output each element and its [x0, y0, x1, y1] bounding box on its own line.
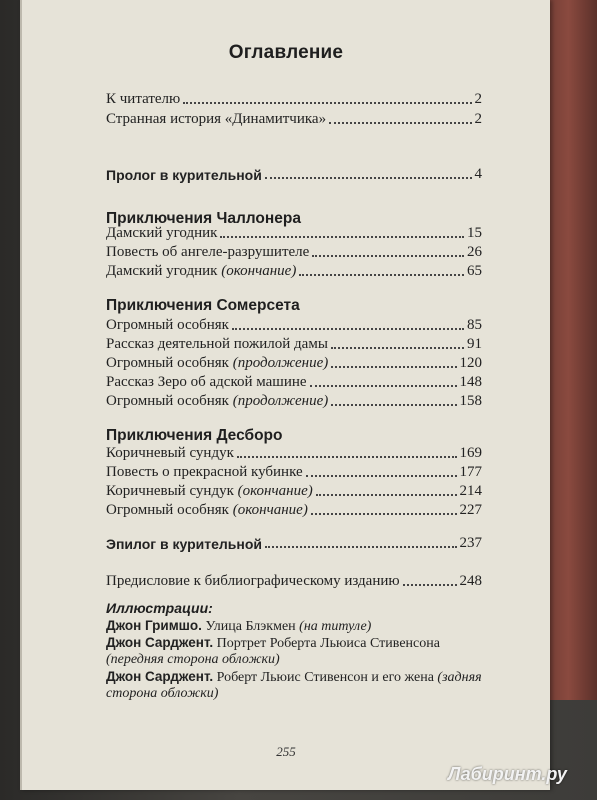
- page-number: 255: [276, 744, 296, 759]
- toc-entry: [106, 352, 482, 372]
- leader-dots: [312, 255, 464, 257]
- page-title: Оглавление: [228, 42, 344, 63]
- illustration-credit: [106, 634, 496, 652]
- entry-page: 227: [459, 502, 482, 518]
- leader-dots: [306, 475, 457, 477]
- illustration-note: (на титуле): [299, 619, 372, 634]
- entry-label: [106, 263, 296, 280]
- entry-page: 120: [459, 355, 482, 371]
- illustration-note: (задняя: [437, 670, 482, 685]
- leader-dots: [331, 366, 456, 368]
- toc-entry: [106, 314, 482, 334]
- entry-title: Дамский угодник: [106, 263, 218, 279]
- entry-label: К читателю: [106, 91, 181, 107]
- toc-entry: [106, 333, 482, 353]
- entry-page: 158: [459, 393, 482, 409]
- toc-entry: [106, 499, 482, 519]
- toc-entry: [106, 88, 482, 108]
- entry-label: Предисловие к библиографическому изданию: [106, 573, 400, 589]
- toc-entry: [106, 390, 482, 410]
- entry-label: Огромный особняк: [106, 317, 229, 333]
- leader-dots: [299, 274, 464, 276]
- toc-entry-prologue: [106, 163, 482, 183]
- entry-label: Повесть о прекрасной кубинке: [106, 464, 303, 480]
- toc-entry-preface: [106, 570, 482, 590]
- toc-entry: [106, 241, 482, 261]
- entry-note: (продолжение): [232, 355, 329, 371]
- entry-page: 169: [459, 445, 482, 461]
- entry-title: Огромный особняк: [106, 502, 229, 518]
- entry-label: Дамский угодник: [106, 225, 218, 241]
- entry-page: 91: [467, 336, 482, 352]
- toc-entry-epilogue: [106, 532, 482, 552]
- entry-label: Рассказ Зеро об адской машине: [106, 374, 307, 390]
- leader-dots: [232, 328, 464, 330]
- entry-page: 214: [459, 483, 482, 499]
- leader-dots: [329, 122, 471, 124]
- entry-label: Эпилог в курительной: [106, 536, 263, 552]
- entry-note: (окончание): [237, 483, 313, 499]
- illustration-credit: [106, 617, 496, 635]
- illustrations-heading: Иллюстрации:: [106, 600, 213, 616]
- leader-dots: [183, 102, 471, 104]
- section-heading: Приключения Сомерсета: [106, 297, 300, 314]
- entry-label: [106, 393, 328, 410]
- section-heading: Приключения Десборо: [106, 427, 283, 444]
- toc-entry: [106, 222, 482, 242]
- section-heading: Приключения Чаллонера: [106, 210, 301, 227]
- entry-page: 148: [459, 374, 482, 390]
- illustration-title: Улица Блэкмен: [201, 619, 300, 634]
- illustration-author: Джон Сарджент.: [106, 635, 214, 650]
- leader-dots: [331, 347, 464, 349]
- entry-page: 85: [467, 317, 482, 333]
- leader-dots: [310, 385, 457, 387]
- entry-page: 237: [459, 535, 482, 551]
- leader-dots: [237, 456, 457, 458]
- book-page: [20, 0, 550, 790]
- toc-entry: [106, 371, 482, 391]
- entry-label: Повесть об ангеле-разрушителе: [106, 244, 310, 260]
- leader-dots: [403, 584, 457, 586]
- entry-label: [106, 502, 308, 519]
- entry-label: Пролог в курительной: [106, 167, 262, 183]
- entry-page: 26: [467, 244, 482, 260]
- leader-dots: [331, 404, 456, 406]
- entry-label: Странная история «Динамитчика»: [106, 111, 327, 127]
- leader-dots: [311, 513, 457, 515]
- leader-dots: [265, 177, 472, 179]
- toc-entry: [106, 108, 482, 128]
- illustration-title: Роберт Льюис Стивенсон и его жена: [213, 670, 438, 685]
- illustration-note: (передняя сторона обложки): [106, 652, 280, 667]
- entry-title: Огромный особняк: [106, 393, 229, 409]
- entry-label: [106, 483, 313, 500]
- toc-entry: [106, 260, 482, 280]
- watermark-logo: Лабиринт.ру: [448, 764, 567, 784]
- entry-label: Коричневый сундук: [106, 445, 234, 461]
- illustration-note: сторона обложки): [106, 686, 219, 701]
- entry-page: 177: [459, 464, 482, 480]
- entry-page: 248: [459, 573, 482, 589]
- entry-page: 15: [467, 225, 482, 241]
- entry-note: (продолжение): [232, 393, 329, 409]
- illustration-author: Джон Сарджент.: [106, 669, 214, 684]
- entry-page: 2: [474, 111, 482, 127]
- toc-entry: [106, 461, 482, 481]
- entry-note: (окончание): [221, 263, 297, 279]
- illustration-note-line: [106, 685, 496, 702]
- illustration-credit: [106, 668, 496, 686]
- entry-title: Огромный особняк: [106, 355, 229, 371]
- entry-page: 4: [474, 166, 482, 182]
- entry-label: [106, 355, 328, 372]
- entry-page: 2: [474, 91, 482, 107]
- entry-label: Рассказ деятельной пожилой дамы: [106, 336, 328, 352]
- toc-entry: [106, 442, 482, 462]
- illustration-author: Джон Гримшо.: [106, 618, 202, 633]
- illustration-title: Портрет Роберта Льюиса Стивенсона: [213, 636, 440, 651]
- entry-note: (окончание): [232, 502, 308, 518]
- leader-dots: [220, 236, 464, 238]
- leader-dots: [316, 494, 457, 496]
- entry-title: Коричневый сундук: [106, 483, 234, 499]
- leader-dots: [265, 546, 456, 548]
- entry-page: 65: [467, 263, 482, 279]
- illustration-note-line: [106, 651, 496, 668]
- toc-entry: [106, 480, 482, 500]
